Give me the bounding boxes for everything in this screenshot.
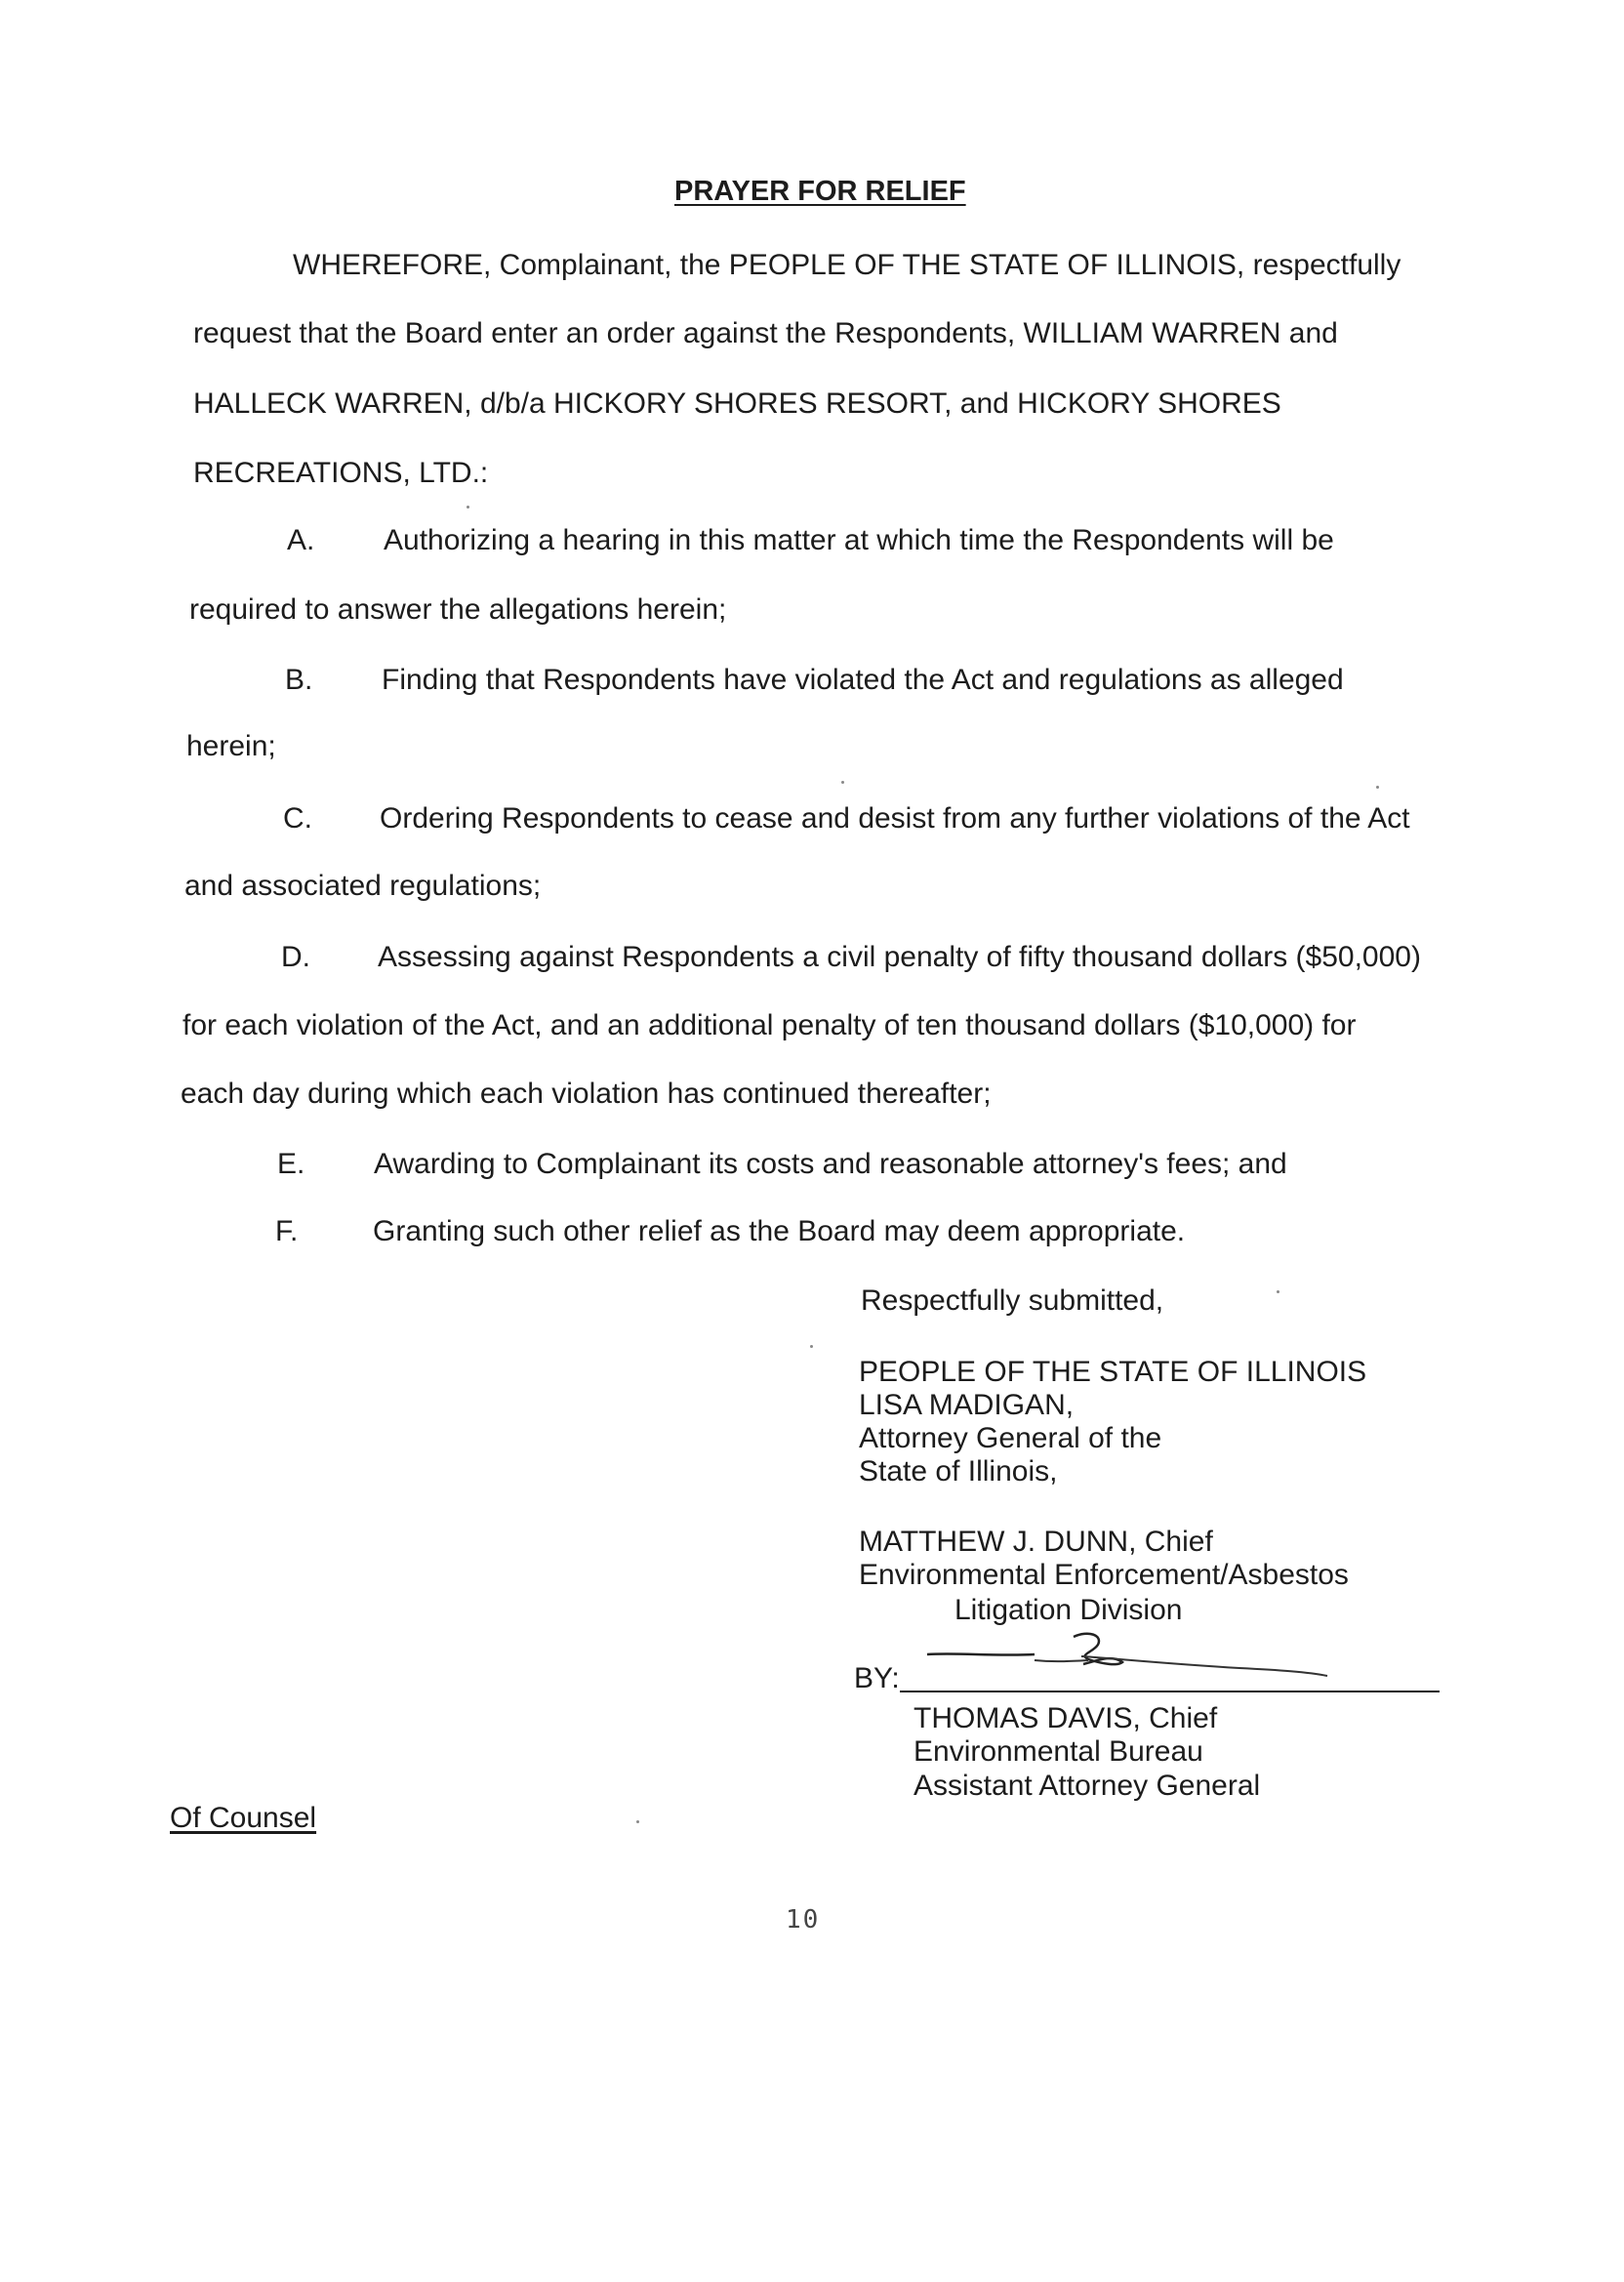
item-d-letter: D. (281, 941, 310, 973)
page-number: 10 (786, 1905, 821, 1935)
sig-block1-line-2: LISA MADIGAN, (859, 1389, 1075, 1421)
item-e-letter: E. (277, 1148, 305, 1180)
scan-speck (1376, 786, 1379, 789)
item-f-letter: F. (275, 1215, 299, 1247)
sig-block2-line-3: Litigation Division (954, 1594, 1183, 1626)
item-d-line-2: for each violation of the Act, and an additional penalty of ten thousand dollars ($10,000) for (183, 1009, 1357, 1041)
sig-block1-line-4: State of Illinois, (859, 1455, 1058, 1487)
item-c-letter: C. (283, 802, 312, 835)
item-b-line-1: Finding that Respondents have violated the Act and regulations as alleged (382, 664, 1344, 696)
item-d-line-1: Assessing against Respondents a civil penalty of fifty thousand dollars ($50,000) (378, 941, 1421, 973)
sig-block2-line-2: Environmental Enforcement/Asbestos (859, 1559, 1349, 1591)
intro-line-1: WHEREFORE, Complainant, the PEOPLE OF THE STATE OF ILLINOIS, respectfully (293, 249, 1401, 281)
item-f-line-1: Granting such other relief as the Board may deem appropriate. (373, 1215, 1186, 1247)
sig-block2-line-1: MATTHEW J. DUNN, Chief (859, 1526, 1213, 1558)
item-c-line-2: and associated regulations; (184, 870, 542, 902)
scan-speck (636, 1820, 639, 1823)
item-c-line-1: Ordering Respondents to cease and desist from any further violations of the Act (380, 802, 1410, 835)
page-title: PRAYER FOR RELIEF (674, 176, 966, 207)
by-label: BY: (854, 1662, 900, 1694)
intro-line-2: request that the Board enter an order against the Respondents, WILLIAM WARREN and (193, 317, 1338, 349)
intro-line-4: RECREATIONS, LTD.: (193, 457, 489, 489)
item-b-letter: B. (285, 664, 313, 696)
item-b-line-2: herein; (186, 730, 276, 762)
item-d-line-3: each day during which each violation has continued thereafter; (181, 1078, 992, 1110)
item-a-line-1: Authorizing a hearing in this matter at which time the Respondents will be (384, 524, 1334, 556)
signature-line (900, 1691, 1440, 1692)
sig-block1-line-3: Attorney General of the (859, 1422, 1162, 1454)
intro-line-3: HALLECK WARREN, d/b/a HICKORY SHORES RESORT, and HICKORY SHORES (193, 387, 1281, 420)
sig-block1-line-1: PEOPLE OF THE STATE OF ILLINOIS (859, 1356, 1367, 1388)
signer-line-3: Assistant Attorney General (914, 1770, 1261, 1802)
item-a-letter: A. (287, 524, 315, 556)
handwritten-signature (917, 1625, 1347, 1689)
signer-line-2: Environmental Bureau (914, 1735, 1203, 1768)
item-e-line-1: Awarding to Complainant its costs and reasonable attorney's fees; and (374, 1148, 1287, 1180)
scan-speck (841, 781, 844, 784)
item-a-line-2: required to answer the allegations herein; (189, 593, 727, 626)
scan-speck (1277, 1290, 1279, 1293)
scan-speck (810, 1345, 813, 1348)
of-counsel: Of Counsel (170, 1802, 317, 1834)
signer-line-1: THOMAS DAVIS, Chief (914, 1702, 1218, 1734)
scan-speck (467, 506, 469, 509)
closing: Respectfully submitted, (861, 1284, 1164, 1317)
